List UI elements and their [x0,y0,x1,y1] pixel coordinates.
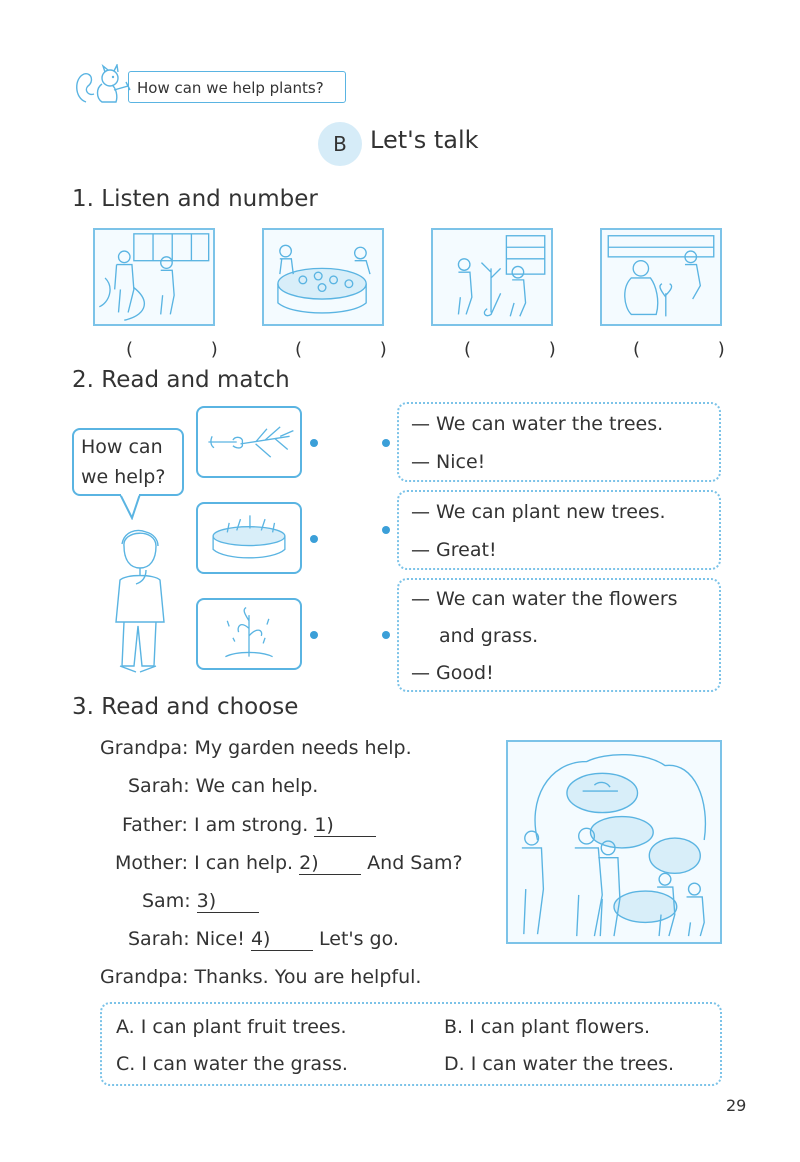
speaker: Sam: [142,890,191,912]
dialog-line-mother [115,852,463,875]
line-text: My garden needs help. [194,737,412,759]
dialog-2-line-2: — Great! [411,539,497,561]
answer-blank-3[interactable]: ( ) [464,339,592,360]
speaker: Father: [122,814,188,836]
dialog-line-sam [142,890,259,913]
dialog-3-line-1: — We can water the flowers [411,588,678,610]
speech-bubble-tail [118,494,148,520]
listen-picture-1-watering-trees [93,228,215,326]
boy-thinking-illustration [106,526,174,676]
speaker: Grandpa: [100,737,189,759]
line-text: We can help. [195,775,319,797]
line-text: Thanks. You are helpful. [194,966,422,988]
match-dot-left-3[interactable] [310,631,318,639]
fill-blank-2[interactable]: 2) [299,852,361,875]
option-c[interactable]: C. I can water the grass. [116,1053,348,1075]
dialog-3-line-3: — Good! [411,662,494,684]
line-after: And Sam? [367,852,463,874]
option-a[interactable]: A. I can plant fruit trees. [116,1016,347,1038]
line-text: I am strong. [193,814,309,836]
dialog-1-line-1: — We can water the trees. [411,413,664,435]
speaker: Sarah: [128,928,190,950]
match-picture-flower-bed [196,502,302,574]
match-dot-right-2[interactable] [382,526,390,534]
listen-picture-4-planting-flowers [600,228,722,326]
bubble-line-1: How can [81,436,163,458]
squirrel-mascot-icon [72,64,132,108]
dialog-line-sarah-2 [128,928,399,951]
exercise2-title: 2. Read and match [72,367,290,393]
fill-blank-1[interactable]: 1) [314,814,376,837]
match-picture-plant-sprout [196,598,302,670]
unit-title-tag: How can we help plants? [128,71,346,103]
options-box [100,1002,722,1086]
listen-picture-2-flower-bed [262,228,384,326]
match-dot-left-1[interactable] [310,439,318,447]
match-dot-right-1[interactable] [382,439,390,447]
dialog-box-3 [397,578,721,692]
speaker: Sarah: [128,775,190,797]
option-b[interactable]: B. I can plant flowers. [444,1016,651,1038]
dialog-1-line-2: — Nice! [411,451,486,473]
match-picture-watering-can-branches [196,406,302,478]
line-text: Nice! [195,928,245,950]
fill-blank-3[interactable]: 3) [197,890,259,913]
match-dot-left-2[interactable] [310,535,318,543]
dialog-box-2 [397,490,721,570]
dialog-line-sarah-1 [128,775,318,797]
match-dot-right-3[interactable] [382,631,390,639]
dialog-2-line-1: — We can plant new trees. [411,501,666,523]
dialog-line-father [122,814,376,837]
speech-bubble [72,428,184,496]
answer-blank-2[interactable]: ( ) [295,339,423,360]
speaker: Mother: [115,852,189,874]
dialog-3-line-2: and grass. [439,625,539,647]
dialog-box-1 [397,402,721,482]
bubble-line-2: we help? [81,466,166,488]
line-text: I can help. [194,852,294,874]
family-garden-illustration [506,740,722,944]
dialog-line-grandpa-1 [100,737,412,759]
line-after: Let's go. [319,928,399,950]
page-number: 29 [726,1096,747,1115]
exercise3-title: 3. Read and choose [72,694,299,720]
section-letter-badge: B [318,122,362,166]
section-title: Let's talk [370,126,479,154]
listen-picture-3-planting-trees [431,228,553,326]
answer-blank-4[interactable]: ( ) [633,339,761,360]
exercise1-title: 1. Listen and number [72,186,318,212]
option-d[interactable]: D. I can water the trees. [444,1053,675,1075]
dialog-line-grandpa-2 [100,966,421,988]
answer-blank-1[interactable]: ( ) [126,339,254,360]
speaker: Grandpa: [100,966,189,988]
fill-blank-4[interactable]: 4) [251,928,313,951]
